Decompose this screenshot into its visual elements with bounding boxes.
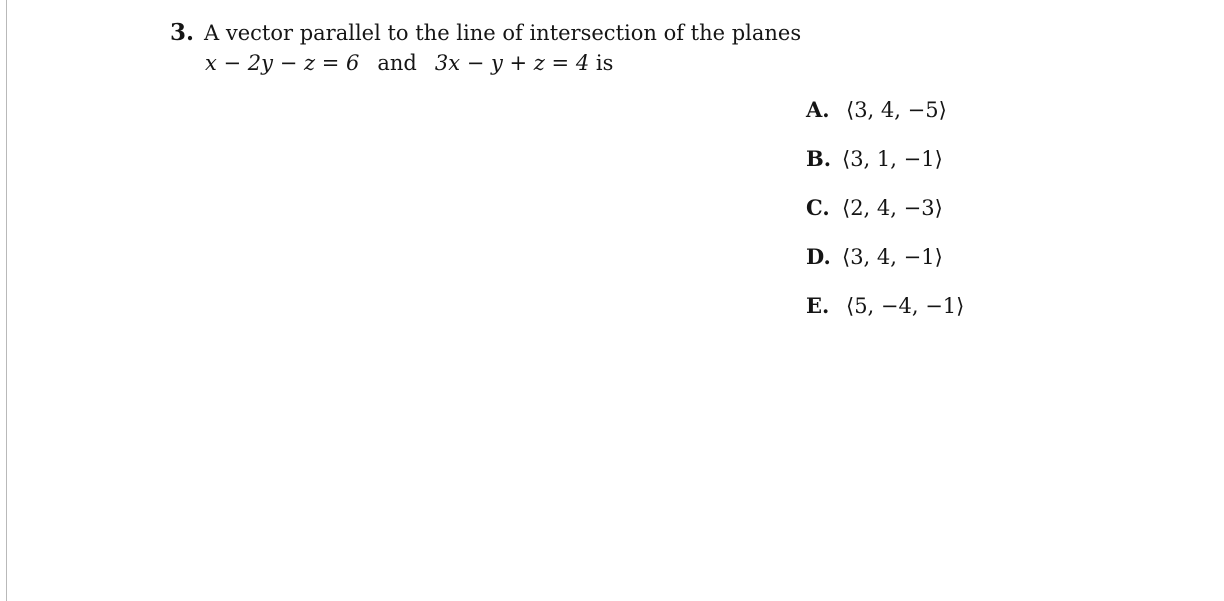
choice-letter: C. [806, 195, 830, 220]
choice-letter: B. [806, 146, 832, 171]
plane-equation-1: x − 2y − z = 6 [205, 51, 360, 75]
choice-d[interactable] [806, 242, 1106, 291]
connector-word: and [377, 51, 417, 75]
question-stem-line-1 [170, 18, 802, 48]
question-number: 3. [170, 19, 195, 46]
choice-value: ⟨5, −4, −1⟩ [846, 294, 965, 318]
choice-value: ⟨3, 4, −1⟩ [842, 245, 943, 269]
question-stem-line-2 [170, 48, 790, 78]
choice-b[interactable] [806, 144, 1106, 193]
choice-value: ⟨2, 4, −3⟩ [842, 196, 943, 220]
question-text: A vector parallel to the line of intersection of the planes [204, 21, 802, 45]
plane-equation-2: 3x − y + z = 4 [434, 51, 590, 75]
choice-letter: E. [806, 293, 830, 318]
scan-edge-line [6, 0, 7, 601]
question-ending: is [595, 51, 614, 75]
choice-letter: A. [806, 97, 830, 122]
choice-value: ⟨3, 1, −1⟩ [842, 147, 943, 171]
choice-a[interactable] [806, 95, 1106, 144]
answer-choices [806, 95, 1106, 340]
choice-value: ⟨3, 4, −5⟩ [846, 98, 947, 122]
question-block [170, 18, 802, 78]
choice-c[interactable] [806, 193, 1106, 242]
choice-letter: D. [806, 244, 831, 269]
choice-e[interactable] [806, 291, 1106, 340]
